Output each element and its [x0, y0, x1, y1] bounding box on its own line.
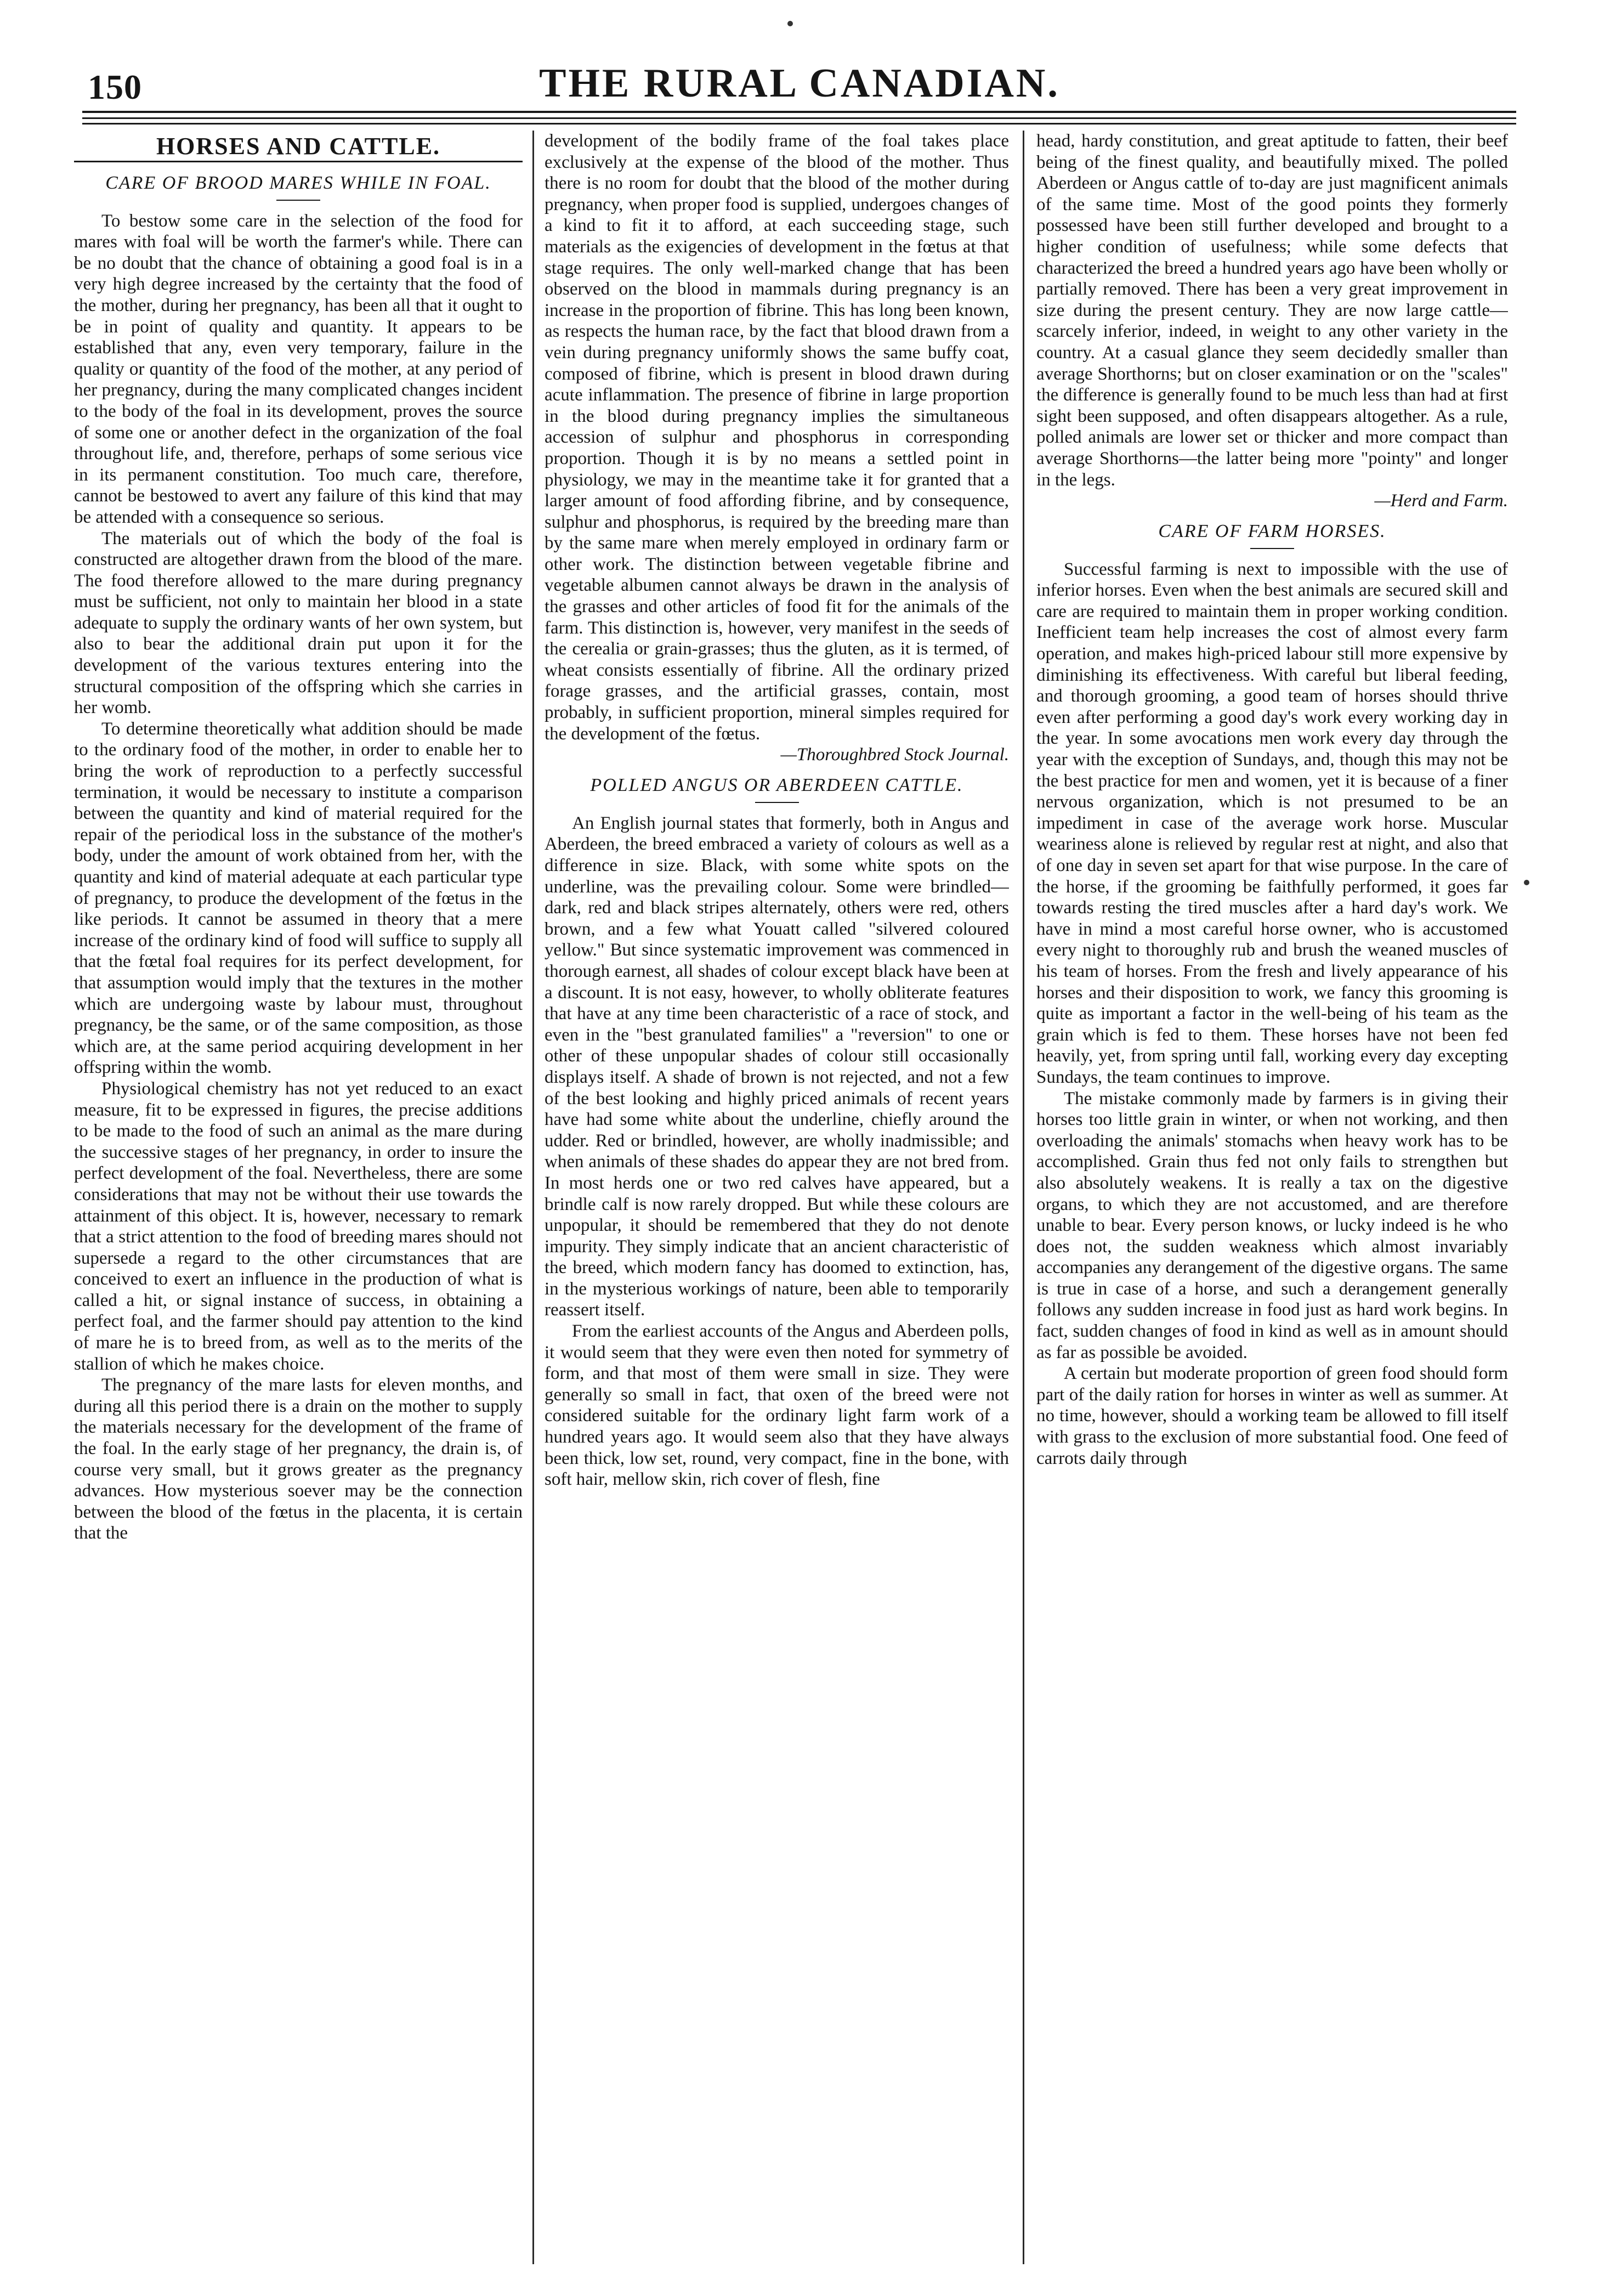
title-dash — [276, 200, 320, 201]
section-heading: HORSES AND CATTLE. — [156, 133, 441, 160]
article-paragraph: To bestow some care in the selection of the food for mares with foal will be worth the farmer's while. There can be no doubt that the chance of obtaining a good foal is in a very high degree increased by the certainty that the food of the mother, during her pregnancy, has been all that it ought to be in point of quality and quantity. It appears to be established that any, even very temporary, failure in the quality or quantity of the food of the mother, at any period of her pregnancy, during the many complicated changes incident to the body of the foal in its development, proves the source of some one or another defect in the organization of the foal throughout life, and, therefore, perhaps of some serious vice in its permanent constitution. Too much care, therefore, cannot be bestowed to avert any failure of this kind that may be attended with a consequence so serious. — [74, 211, 523, 527]
ink-speck — [1524, 880, 1529, 885]
article-paragraph: From the earliest accounts of the Angus and Aberdeen polls, it would seem that they were even then noted for symmetry of form, and that most of them were small in size. They were generally so small in fact, that oxen of the breed were not considered suitable for the ordinary light farm work of a hundred years ago. It would seem also that they have always been thick, low set, round, very compact, fine in the bone, with soft hair, mellow skin, rich cover of flesh, fine — [545, 1321, 1009, 1490]
article-paragraph: The materials out of which the body of the foal is constructed are altogether drawn from the blood of the mare. The food therefore allowed to the mare during pregnancy must be sufficient, not only to maintain her blood in a state adequate to supply the ordinary wants of her own system, but also to bear the additional drain put upon it for the development of the various textures entering into the structural composition of the offspring which she carries in her womb. — [74, 528, 523, 718]
title-dash — [1250, 548, 1294, 549]
article-source: —Thoroughbred Stock Journal. — [780, 745, 1009, 765]
article-title: POLLED ANGUS OR ABERDEEN CATTLE. — [590, 774, 963, 795]
column-divider — [1023, 131, 1024, 2264]
article-paragraph: An English journal states that formerly, both in Angus and Aberdeen, the breed embraced a variety of colours as well as a difference in size. Black, with some white spots on the underline, was the prevailing colour. Some were brindled—dark, red and black stripes alternately, others were red, others brown, and a few what Youatt called "silvered coloured yellow." But since systematic improvement was commenced in thorough earnest, all shades of colour except black have been at a discount. It is not easy, however, to wholly obliterate features that have at any time been characteristic of a race of stock, and even in the "best granulated families" a "reversion" to one or other of these unpopular shades of colour still occasionally displays itself. A shade of brown is not rejected, and not a few of the best looking and highly priced animals of recent years have had some white about the underline, chiefly around the udder. Red or brindled, however, are wholly inadmissible; and when animals of these shades do appear they are not bred from. In most herds one or two red calves have appeared, but a brindle calf is now rarely dropped. But while these colours are unpopular, it should be remembered that they do not denote impurity. They simply indicate that an ancient characteristic of the breed, which modern fancy has doomed to extinction, has, in the mysterious workings of nature, been able to temporarily reassert itself. — [545, 813, 1009, 1320]
column-2 — [545, 131, 1009, 2267]
header-rule — [82, 123, 1516, 125]
column-divider — [532, 131, 534, 2264]
heading-rule — [74, 161, 523, 162]
article-title: CARE OF FARM HORSES. — [1158, 521, 1386, 541]
article-paragraph: head, hardy constitution, and great aptitude to fatten, their beef being of the finest quality, and beautifully mixed. The polled Aberdeen or Angus cattle of to-day are just magnificent animals of the same time. Most of the good points they formerly possessed have been still further developed and brought to a higher condition of usefulness; while some defects that characterized the breed a hundred years ago have been wholly or partially removed. There has been a very great improvement in size during the present century. They are now large cattle—scarcely inferior, indeed, in weight to any other variety in the country. At a casual glance they seem decidedly smaller than average Shorthorns; but on closer examination or on the "scales" the difference is generally found to be much less than had at first sight been supposed, and often disappears altogether. As a rule, polled animals are lower set or thicker and more compact than average Shorthorns—the latter being more "pointy" and longer in the legs. — [1036, 131, 1508, 490]
article-paragraph: To determine theoretically what addition should be made to the ordinary food of the mother, in order to enable her to bring the work of reproduction to a perfectly successful termination, it would be necessary to institute a comparison between the quantity and kind of material required for the repair of the periodical loss in the substance of the mother's body, under the amount of work obtained from her, with the quantity and kind of material adequate at each particular type of pregnancy, to produce the development of the fœtus in the like periods. It cannot be assumed in theory that a mere increase of the ordinary kind of food will suffice to supply all that the fœtal foal requires for its perfect development, for that assumption would imply that the textures in the mother which are undergoing waste by labour must, throughout pregnancy, be the same, or of the same composition, as those which are, at the same period acquiring development in her offspring within the womb. — [74, 719, 523, 1078]
column-1 — [74, 131, 523, 2267]
article-paragraph: development of the bodily frame of the foal takes place exclusively at the expense of the blood of the mother. Thus there is no room for doubt that the blood of the mother during pregnancy, when proper food is supplied, undergoes changes of a kind to fit it to afford, at each succeeding stage, such materials as the exigencies of development in the fœtus at that stage requires. The only well-marked change that has been observed on the blood in mammals during pregnancy is an increase in the proportion of fibrine. This has long been known, as respects the human race, by the fact that blood drawn from a vein during pregnancy uniformly shows the same buffy coat, composed of fibrine, which is present in blood drawn during acute inflammation. The presence of fibrine in large proportion in the blood during pregnancy implies the simultaneous accession of sulphur and phosphorus in corresponding proportion. Though it is by no means a settled point in physiology, we may in the meantime take it for granted that a larger amount of food affording fibrine, and by consequence, sulphur and phosphorus, is required by the breeding mare than by the same mare when merely employed in ordinary farm or other work. The distinction between vegetable fibrine and vegetable albumen cannot always be drawn in the analysis of the grasses and other articles of food fit for the animals of the farm. This distinction is, however, very manifest in the seeds of the cerealia or grain-grasses; thus the gluten, as it is termed, of wheat consists essentially of fibrine. All the ordinary prized forage grasses, and the artificial grasses, contain, most probably, in sufficient proportion, mineral simples required for the development of the fœtus. — [545, 131, 1009, 744]
ink-speck — [787, 21, 793, 26]
header-rule — [82, 111, 1516, 113]
article-source: —Herd and Farm. — [1374, 491, 1508, 511]
article-paragraph: A certain but moderate proportion of green food should form part of the daily ration for horses in winter as well as summer. At no time, however, should a working team be allowed to fill itself with grass to the exclusion of more substantial food. One feed of carrots daily through — [1036, 1364, 1508, 1468]
title-dash — [755, 802, 799, 803]
article-paragraph: Successful farming is next to impossible with the use of inferior horses. Even when the best animals are secured skill and care are required to maintain them in proper working condition. Inefficient team help increases the cost of almost every farm operation, and makes high-priced labour still more expensive by diminishing its effectiveness. With careful but liberal feeding, and thorough grooming, a good team of horses should thrive even after performing a good day's work every working day in the year. In some avocations men work every day through the year with the exception of Sundays, and, though this may not be the best practice for men and women, yet it is because of a finer nervous organization, which is not presumed to be an impediment in case of the average work horse. Muscular weariness alone is relieved by regular rest at night, and also that of one day in seven set apart for that wise purpose. In the care of the horse, if the grooming be faithfully performed, it goes far towards resting the tired muscles after a hard day's work. We have in mind a most careful horse owner, who is accustomed every night to thoroughly rub and brush the weaned muscles of his team of horses. From the fresh and lively appearance of his horses and their disposition to work, we fancy this grooming is quite as important a factor in the well-being of his team as the grain which is fed to them. These horses have not been fed heavily, yet, from spring until fall, working every day excepting Sundays, the team continues to improve. — [1036, 559, 1508, 1087]
masthead-title: THE RURAL CANADIAN. — [539, 61, 1060, 106]
header-rule — [82, 117, 1516, 119]
article-title: CARE OF BROOD MARES WHILE IN FOAL. — [105, 172, 491, 193]
page-number: 150 — [88, 67, 142, 106]
column-3 — [1036, 131, 1508, 2267]
article-paragraph: The mistake commonly made by farmers is in giving their horses too little grain in winter, or when not working, and then overloading the animals' stomachs when heavy work has to be accomplished. Grain thus fed not only fails to strengthen but also absolutely weakens. It is really a tax on the digestive organs, to which they are not accustomed, and are therefore unable to bear. Every person knows, or lucky indeed is he who does not, the sudden weakness which almost invariably accompanies any derangement of the digestive organs. The same is true in case of a horse, and such a derangement generally follows any sudden increase in food just as hard work begins. In fact, sudden changes of food in kind as well as in amount should as far as possible be avoided. — [1036, 1088, 1508, 1362]
article-paragraph: Physiological chemistry has not yet reduced to an exact measure, fit to be expressed in figures, the precise additions to be made to the food of such an animal as the mare during the successive stages of her pregnancy, in order to insure the perfect development of the foal. Nevertheless, there are some considerations that may not be without their use towards the attainment of this object. It is, however, necessary to remark that a strict attention to the food of breeding mares should not supersede a regard to the other circumstances that are conceived to exert an influence in the production of what is called a hit, or signal instance of success, in obtaining a perfect foal, and the farmer should pay attention to the kind of mare he is to breed from, as well as to the merits of the stallion of which he makes choice. — [74, 1078, 523, 1374]
article-paragraph: The pregnancy of the mare lasts for eleven months, and during all this period there is a drain on the mother to supply the materials necessary for the development of the frame of the foal. In the early stage of her pregnancy, the drain is, of course very small, but it grows greater as the pregnancy advances. How mysterious soever may be the connection between the blood of the fœtus in the placenta, it is certain that the — [74, 1375, 523, 1543]
